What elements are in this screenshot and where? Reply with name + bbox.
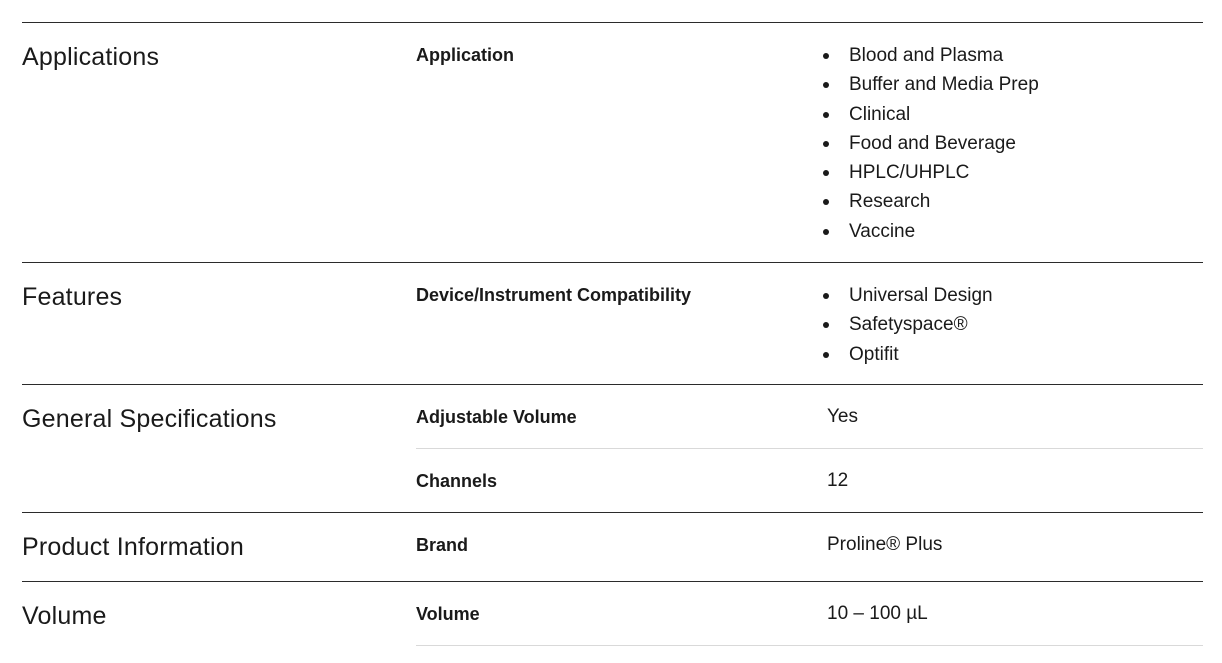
list-item [820,158,1039,187]
spec-row-device-compatibility [416,263,1203,384]
list-item [820,41,1039,70]
spec-value: 10 – 100 µL [827,603,928,624]
spec-value: 12 [827,470,849,491]
section-rows [416,513,1203,581]
list-item-text: Blood and Plasma [849,45,1004,66]
spec-row-brand [416,513,1203,581]
section-rows [416,263,1203,384]
list-item [820,187,1039,216]
section-applications [22,22,1203,262]
spec-row-application [416,23,1203,262]
bullet-icon [823,53,829,59]
application-list [820,41,1039,246]
list-item-text: Research [849,191,931,213]
list-item-text: Buffer and Media Prep [849,74,1039,96]
list-item-text: Food and Beverage [849,132,1016,154]
section-features [22,262,1203,384]
list-item [820,281,993,310]
section-title: Product Information [22,533,244,561]
section-title: Applications [22,43,160,71]
list-item-text: HPLC/UHPLC [849,162,970,184]
section-title: Volume [22,602,107,630]
bullet-icon [823,229,829,235]
bullet-icon [823,322,829,328]
bullet-icon [823,82,829,88]
list-item [820,100,1039,129]
list-item [820,340,993,369]
spec-label: Application [416,45,514,65]
list-item-text: Safetyspace® [849,314,968,336]
spec-label: Channels [416,471,498,491]
spec-value: Yes [827,406,858,427]
section-product-information [22,512,1203,581]
list-item-text: Clinical [849,103,911,125]
section-title: Features [22,283,123,311]
bullet-icon [823,141,829,147]
spec-label: Brand [416,535,469,555]
section-title: General Specifications [22,405,277,433]
bullet-icon [823,170,829,176]
bullet-icon [823,293,829,299]
list-item [820,129,1039,158]
bullet-icon [823,112,829,118]
divider [416,645,1203,646]
list-item [820,70,1039,99]
list-item [820,310,993,339]
section-rows [416,23,1203,262]
spec-label: Device/Instrument Compatibility [416,285,692,305]
list-item [820,217,1039,246]
spec-row-volume [416,582,1203,645]
compatibility-list [820,281,993,369]
spec-value: Proline® Plus [827,534,943,555]
list-item-text: Vaccine [849,220,916,242]
section-general-specifications [22,384,1203,512]
bullet-icon [823,352,829,358]
section-rows [416,385,1203,512]
spec-row-adjustable-volume [416,385,1203,448]
bullet-icon [823,199,829,205]
spec-row-channels [416,448,1203,512]
section-rows [416,582,1203,645]
list-item-text: Universal Design [849,285,993,306]
spec-label: Volume [416,604,480,624]
section-volume [22,581,1203,645]
list-item-text: Optifit [849,343,899,365]
spec-label: Adjustable Volume [416,407,577,427]
specifications-table [22,22,1203,646]
